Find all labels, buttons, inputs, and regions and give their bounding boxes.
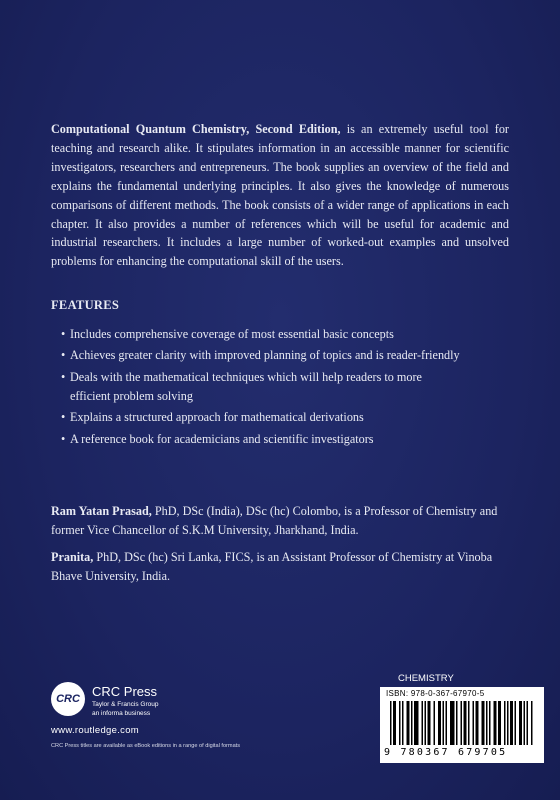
barcode-bar <box>464 701 466 745</box>
barcode <box>380 687 544 763</box>
author-bio: Ram Yatan Prasad, PhD, DSc (India), DSc (hc) Colombo, is a Professor of Chemistry and former Vice Chancellor of S.K.M University, Jharkhand, India. <box>51 504 498 537</box>
feature-item: • Explains a structured approach for mathematical derivations <box>61 408 501 427</box>
description-body: is an extremely useful tool for teaching and research alike. It stipulates information in an accessible manner for scientific investigators, researchers and entrepreneurs. The book supplies an overview of the field and explains the fundamental underlying principles. It also gives the knowledge of numerous comparisons of different methods. The book consists of a wider range of applications in each chapter. It also provides a number of references which will be useful for academic and industrial researchers. It includes a large number of worked-out examples and unsolved problems for enhancing the computational skill of the users. <box>51 122 509 269</box>
barcode-bar <box>395 701 397 745</box>
barcode-bar <box>510 701 512 745</box>
author-name: Ram Yatan Prasad, <box>51 504 152 518</box>
bullet-icon: • <box>61 348 66 363</box>
barcode-bar <box>498 701 500 745</box>
publisher-subtitle: Taylor & Francis Group an informa business <box>92 701 159 717</box>
barcode-bar <box>465 701 467 745</box>
barcode-bar <box>417 701 419 745</box>
feature-item: • Deals with the mathematical techniques which will help readers to more efficient problem solving <box>61 369 422 403</box>
author-name: Pranita, <box>51 550 94 564</box>
barcode-bar <box>453 701 455 745</box>
barcode-bar <box>527 701 529 745</box>
barcode-bar <box>428 701 430 745</box>
barcode-bar <box>429 701 431 745</box>
barcode-bar <box>512 701 514 745</box>
book-title: Computational Quantum Chemistry, Second Edition, <box>51 122 341 136</box>
barcode-digits: 9 780367 679705 <box>384 747 508 758</box>
bullet-icon: • <box>61 369 66 384</box>
barcode-bar <box>456 701 458 745</box>
barcode-bar <box>515 701 517 745</box>
barcode-bar <box>531 701 533 745</box>
barcode-bar <box>507 701 509 745</box>
publisher-url[interactable]: www.routledge.com <box>51 725 139 736</box>
barcode-bar <box>407 701 409 745</box>
barcode-bar <box>524 701 526 745</box>
author-bio: Pranita, PhD, DSc (hc) Sri Lanka, FICS, is an Assistant Professor of Chemistry at Vinoba Bhave University, India. <box>51 550 493 583</box>
barcode-bar <box>414 701 416 745</box>
barcode-bar <box>476 701 478 745</box>
barcode-bar <box>425 701 427 745</box>
barcode-bar <box>434 701 436 745</box>
subject-category: CHEMISTRY <box>398 673 454 684</box>
feature-item: • Achieves greater clarity with improved planning of topics and is reader-friendly <box>61 346 501 365</box>
barcode-bar <box>486 701 488 745</box>
barcode-bar <box>504 701 506 745</box>
bullet-icon: • <box>61 410 66 425</box>
barcode-bar <box>411 701 413 745</box>
barcode-bar <box>408 701 410 745</box>
barcode-bar <box>438 701 440 745</box>
barcode-bar <box>461 701 463 745</box>
feature-item: • A reference book for academicians and scientific investigators <box>61 430 501 449</box>
bullet-icon: • <box>61 327 66 341</box>
features-list <box>61 325 501 451</box>
publisher-name: CRC Press <box>92 684 158 699</box>
book-description <box>51 120 509 271</box>
barcode-bar <box>450 701 452 745</box>
barcode-bar <box>494 701 496 745</box>
barcode-bar <box>483 701 485 745</box>
barcode-bar <box>440 701 442 745</box>
barcode-bar <box>402 701 404 745</box>
bullet-icon: • <box>61 431 66 446</box>
barcode-bar <box>422 701 424 745</box>
barcode-bar <box>443 701 445 745</box>
barcode-bar <box>468 701 470 745</box>
barcode-bar <box>452 701 454 745</box>
barcode-bar <box>489 701 491 745</box>
barcode-bars-icon <box>390 701 538 747</box>
barcode-bar <box>477 701 479 745</box>
barcode-bar <box>482 701 484 745</box>
ebook-note: CRC Press titles are available as eBook editions in a range of digital formats <box>51 743 241 749</box>
barcode-bar <box>446 701 448 745</box>
barcode-bar <box>390 701 392 745</box>
isbn-label: ISBN: 978-0-367-67970-5 <box>386 689 485 698</box>
crc-logo-icon: CRC <box>51 682 85 716</box>
barcode-bar <box>521 701 523 745</box>
feature-item: • Includes comprehensive coverage of most essential basic concepts <box>61 325 501 344</box>
barcode-bar <box>495 701 497 745</box>
barcode-bar <box>500 701 502 745</box>
barcode-bar <box>473 701 475 745</box>
barcode-bar <box>399 701 401 745</box>
barcode-bar <box>393 701 395 745</box>
barcode-bar <box>519 701 521 745</box>
features-heading: FEATURES <box>51 298 120 312</box>
barcode-bar <box>416 701 418 745</box>
